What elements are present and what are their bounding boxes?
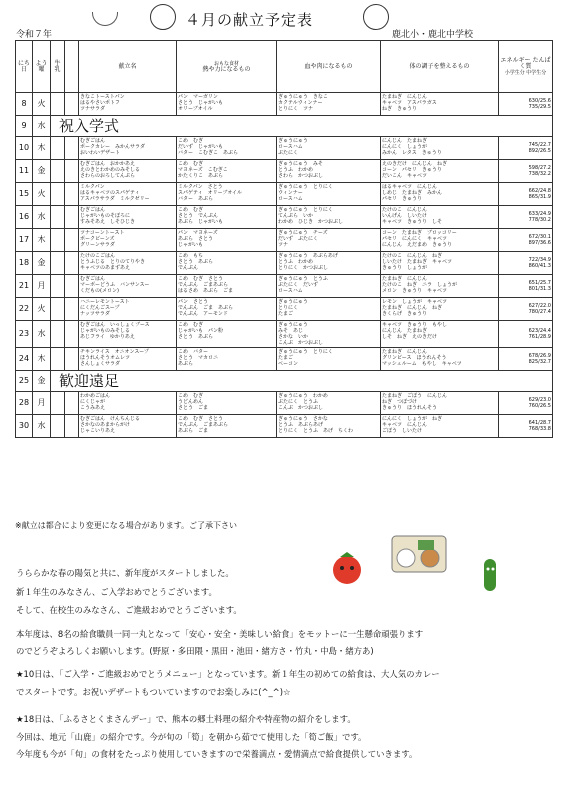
energy-cell: 662/24.8 865/31.9 xyxy=(499,183,553,206)
red-cell: こめ むぎ さとう でんぷん ごまあぶら あぶら ごま xyxy=(177,415,277,438)
yellow-cell: ぎゅうにゅう わかめ ぶたにく とうふ こんぶ かつおぶし xyxy=(277,392,381,415)
page-header xyxy=(0,0,565,40)
yellow-cell: ぎゅうにゅう とりにく ウィンナー ロースハム xyxy=(277,183,381,206)
milk-cell xyxy=(51,137,65,160)
energy-cell: 678/26.9 825/32.7 xyxy=(499,348,553,371)
cucumber-character-icon xyxy=(478,555,502,595)
red-cell: パン マーガリン さとう じゃがいも オリーブオイル xyxy=(177,93,277,116)
green-cell: たけのこ にんじん ねぎ しいたけ たまねぎ キャベツ きゅうり しょうが xyxy=(381,252,499,275)
spacer-cell xyxy=(65,93,79,116)
page-title: ４月の献立予定表 xyxy=(185,11,314,29)
green-cell: たけのこ にんじん いんげん しいたけ キャベツ きゅうり しそ xyxy=(381,206,499,229)
menu-cell: むぎごはん おかかあえ えのきとわかめのみそしる さわらのおろしてんぷら xyxy=(79,160,177,183)
dow-cell: 木 xyxy=(33,229,51,252)
col-spacer xyxy=(65,41,79,93)
red-cell: こめ むぎ さとう でんぷん ごまあぶら はるさめ あぶら ごま xyxy=(177,275,277,298)
menu-cell: むぎごはん けんちんじる さかなのあまからがけ じゃこいりあえ xyxy=(79,415,177,438)
energy-label: エネルギー たんぱく質 xyxy=(500,56,551,70)
yellow-cell: ぎゅうにゅう とりにく たまご xyxy=(277,298,381,321)
day-cell: 30 xyxy=(16,415,33,438)
event-cell: 祝入学式 xyxy=(51,116,553,137)
table-row xyxy=(16,116,553,137)
spacer-cell xyxy=(65,206,79,229)
milk-cell xyxy=(51,415,65,438)
dow-cell: 木 xyxy=(33,137,51,160)
table-row xyxy=(16,348,553,371)
table-row xyxy=(16,93,553,116)
dow-cell: 金 xyxy=(33,252,51,275)
red-cell: こめ むぎ じゃがいも パン粉 さとう あぶら xyxy=(177,321,277,348)
yellow-cell: ぎゅうにゅう とうふ ぶたにく だいず ロースハム xyxy=(277,275,381,298)
school-logo-icon xyxy=(363,4,389,30)
dow-cell: 金 xyxy=(33,371,51,392)
dow-cell: 水 xyxy=(33,206,51,229)
menu-cell: むぎごはん ポークカレー みかんサラダ おいわいデザート xyxy=(79,137,177,160)
spacer-cell xyxy=(65,298,79,321)
yellow-cell: ぎゅうにゅう チーズ だいず ぶたにく ツナ xyxy=(277,229,381,252)
spacer-cell xyxy=(65,137,79,160)
col-yellow: 血や肉になるもの xyxy=(277,41,381,93)
rice-bowl-icon xyxy=(92,12,118,26)
green-cell: にんにく しょうが ねぎ キャベツ にんじん ごぼう しいたけ xyxy=(381,415,499,438)
milk-cell xyxy=(51,183,65,206)
dow-cell: 金 xyxy=(33,160,51,183)
energy-sub: 小学生分 中学生分 xyxy=(504,69,547,76)
table-header-row xyxy=(16,41,553,93)
newsletter-line: ★18日は、「ふるさとくまさんデー」で、熊本の郷土料理の紹介や特産物の紹介をします。 xyxy=(16,714,356,724)
menu-cell: ハニーレモントースト にくだんごスープ ナッツサラダ xyxy=(79,298,177,321)
menu-cell: むぎごはん マーボーどうふ バンサンスー くだもの(メロン) xyxy=(79,275,177,298)
yellow-cell: ぎゅうにゅう あぶらあげ とうふ わかめ とりにく かつおぶし xyxy=(277,252,381,275)
green-cell: たまねぎ ごぼう にんじん ねぎ つぼづけ きゅうり ほうれんそう xyxy=(381,392,499,415)
red-cell: こめ むぎ うどんめん さとう ごま xyxy=(177,392,277,415)
energy-cell: 641/28.7 768/33.8 xyxy=(499,415,553,438)
milk-cell xyxy=(51,206,65,229)
spacer-cell xyxy=(65,252,79,275)
green-cell: キャベツ きゅうり もやし にんじん たまねぎ しそ ねぎ えのきだけ xyxy=(381,321,499,348)
energy-cell: 598/27.2 738/32.2 xyxy=(499,160,553,183)
green-cell: レモン しょうが キャベツ たまねぎ にんじん ねぎ きくらげ きゅうり xyxy=(381,298,499,321)
newsletter-line: のでどうぞよろしくお願いします。(野原・多田隈・黒田・池田・緒方さ・竹丸・中島・緒方あ) xyxy=(16,646,374,656)
newsletter-line: 本年度は、8名の給食職員一同一丸となって「安心・安全・美味しい給食」をモットーに一生懸命頑張ります xyxy=(16,629,424,639)
milk-cell xyxy=(51,348,65,371)
energy-cell: 623/24.4 761/28.9 xyxy=(499,321,553,348)
red-cell: パン マヨネーズ あぶら さとう じゃがいも xyxy=(177,229,277,252)
menu-cell: チキンライス オニオンスープ ほうれんそうオムレツ さんしょくサラダ xyxy=(79,348,177,371)
dow-cell: 月 xyxy=(33,275,51,298)
menu-cell: きなこトーストパン はるやさいポトフ ツナサラダ xyxy=(79,93,177,116)
red-cell: こめ むぎ さとう でんぷん あぶら じゃがいも xyxy=(177,206,277,229)
dow-cell: 水 xyxy=(33,321,51,348)
table-row xyxy=(16,160,553,183)
green-cell: えのきだけ にんじん ねぎ コーン パセリ きゅうり だいこん キャベツ xyxy=(381,160,499,183)
yellow-cell: ぎゅうにゅう みそ あじ さかな いか こんぶ かつおぶし xyxy=(277,321,381,348)
yellow-cell: ぎゅうにゅう みそ とうふ わかめ さわら かつおぶし xyxy=(277,160,381,183)
col-dow: よう曜 xyxy=(33,41,51,93)
milk-cell xyxy=(51,160,65,183)
table-row xyxy=(16,371,553,392)
green-cell: たまねぎ にんじん たけのこ ねぎ ニラ しょうが メロン きゅうり キャベツ xyxy=(381,275,499,298)
energy-cell: 633/24.9 778/30.2 xyxy=(499,206,553,229)
day-cell: 25 xyxy=(16,371,33,392)
day-cell: 15 xyxy=(16,183,33,206)
day-cell: 21 xyxy=(16,275,33,298)
change-note: ※献立は都合により変更になる場合があります。ご了承下さい xyxy=(15,521,238,530)
energy-cell: 745/22.7 892/26.5 xyxy=(499,137,553,160)
school-name: 鹿北小・鹿北中学校 xyxy=(392,30,474,40)
day-cell: 22 xyxy=(16,298,33,321)
day-cell: 23 xyxy=(16,321,33,348)
red-cell: ミルクパン さとう スパゲティ オリーブオイル バター あぶら xyxy=(177,183,277,206)
table-row xyxy=(16,137,553,160)
day-cell: 9 xyxy=(16,116,33,137)
yellow-cell: ぎゅうにゅう ロースハム ぶたにく xyxy=(277,137,381,160)
energy-cell: 722/34.9 860/41.3 xyxy=(499,252,553,275)
yellow-cell: ぎゅうにゅう きなこ カクテルウィンナー とりにく ツナ xyxy=(277,93,381,116)
energy-cell: 672/30.1 897/36.6 xyxy=(499,229,553,252)
day-cell: 24 xyxy=(16,348,33,371)
dow-cell: 木 xyxy=(33,348,51,371)
newsletter-line: 今年度も今が「旬」の食材をたっぷり使用していきますので栄養満点・愛情満点で給食提供していきます。 xyxy=(16,749,418,759)
green-cell: たまねぎ にんじん グリンピース ほうれんそう マッシュルーム もやし キャベツ xyxy=(381,348,499,371)
col-milk: 牛乳 xyxy=(51,41,65,93)
newsletter-line: でスタートです。お祝いデザートもついていますのでお楽しみに(^_^)☆ xyxy=(16,687,291,697)
red-cell: こめ バター さとう マカロニ あぶら xyxy=(177,348,277,371)
day-cell: 8 xyxy=(16,93,33,116)
menu-cell: ミルクパン はるキャベツのスパゲティ アスパラサラダ ミルクゼリー xyxy=(79,183,177,206)
milk-cell xyxy=(51,321,65,348)
spacer-cell xyxy=(65,229,79,252)
spacer-cell xyxy=(65,348,79,371)
col-energy xyxy=(499,41,553,93)
lunch-tray-icon xyxy=(390,528,450,578)
spacer-cell xyxy=(65,415,79,438)
yellow-cell: ぎゅうにゅう さかな とうふ あぶらあげ とりにく とうふ あげ ちくわ xyxy=(277,415,381,438)
groups-title: おもな食材 xyxy=(213,60,239,67)
green-cell: にんじん たまねぎ にんにく しょうが みかん レタス きゅうり xyxy=(381,137,499,160)
col-red xyxy=(177,41,277,93)
school-logo-icon xyxy=(150,4,176,30)
menu-cell: むぎごはん じゃがいものそぼろに すみそあえ しそひじき xyxy=(79,206,177,229)
menu-cell: わかめごはん にくじゃが こうみあえ xyxy=(79,392,177,415)
day-cell: 18 xyxy=(16,252,33,275)
spacer-cell xyxy=(65,183,79,206)
red-cell: こめ むぎ だいず じゃがいも バター こむぎこ あぶら xyxy=(177,137,277,160)
day-cell: 28 xyxy=(16,392,33,415)
newsletter-line: うららかな春の陽気と共に、新年度がスタートしました。 xyxy=(16,568,234,578)
yellow-cell: ぎゅうにゅう とりにく たまご ベーコン xyxy=(277,348,381,371)
era-year: 令和７年 xyxy=(16,30,53,40)
energy-cell: 651/25.7 801/31.3 xyxy=(499,275,553,298)
menu-cell: むぎごはん いっしょくブース じゃがいものみそしる あじフライ ゆかりあえ xyxy=(79,321,177,348)
red-cell: こめ むぎ マヨネーズ こむぎこ かたくりこ あぶら xyxy=(177,160,277,183)
table-row xyxy=(16,229,553,252)
event-cell: 歓迎遠足 xyxy=(51,371,553,392)
table-row xyxy=(16,415,553,438)
spacer-cell xyxy=(65,392,79,415)
day-cell: 10 xyxy=(16,137,33,160)
table-row xyxy=(16,183,553,206)
spacer-cell xyxy=(65,275,79,298)
yellow-cell: ぎゅうにゅう とりにく てんぷら いか わかめ ひじき かつおぶし xyxy=(277,206,381,229)
spacer-cell xyxy=(65,321,79,348)
day-cell: 17 xyxy=(16,229,33,252)
green-cell: コーン たまねぎ ブロッコリー パセリ にんにく キャベツ にんじん えだまめ きゅうり xyxy=(381,229,499,252)
milk-cell xyxy=(51,229,65,252)
dow-cell: 水 xyxy=(33,116,51,137)
menu-table xyxy=(15,40,553,438)
red-cell: こめ もち さとう あぶら でんぷん xyxy=(177,252,277,275)
newsletter-line: ★10日は、「ご入学・ご進級おめでとうメニュー」となっています。新１年生の初めての給食は、大人気のカレー xyxy=(16,669,440,679)
milk-cell xyxy=(51,93,65,116)
milk-cell xyxy=(51,275,65,298)
table-row xyxy=(16,298,553,321)
day-cell: 11 xyxy=(16,160,33,183)
day-cell: 16 xyxy=(16,206,33,229)
menu-cell: ツナコーントースト ポークビーンズ グリーンサラダ xyxy=(79,229,177,252)
energy-cell: 630/25.6 735/29.5 xyxy=(499,93,553,116)
newsletter-line: そして、在校生のみなさん、ご進級おめでとうございます。 xyxy=(16,605,242,615)
table-row xyxy=(16,275,553,298)
red-label: 熱や力になるもの xyxy=(202,65,251,73)
milk-cell xyxy=(51,252,65,275)
spacer-cell xyxy=(65,160,79,183)
green-cell: たまねぎ にんじん キャベツ アスパラガス ねぎ きゅうり xyxy=(381,93,499,116)
dow-cell: 水 xyxy=(33,415,51,438)
col-menu: 献立名 xyxy=(79,41,177,93)
table-row xyxy=(16,321,553,348)
milk-cell xyxy=(51,392,65,415)
newsletter-line: 新１年生のみなさん、ご入学おめでとうございます。 xyxy=(16,587,217,597)
table-row xyxy=(16,252,553,275)
dow-cell: 火 xyxy=(33,183,51,206)
milk-cell xyxy=(51,298,65,321)
menu-cell: たけのこごはん とうふじる とりのてりやき キャベツのあまずあえ xyxy=(79,252,177,275)
col-green: 体の調子を整えるもの xyxy=(381,41,499,93)
table-row xyxy=(16,392,553,415)
table-row xyxy=(16,206,553,229)
tomato-character-icon xyxy=(330,548,364,592)
dow-cell: 火 xyxy=(33,93,51,116)
col-day: にち日 xyxy=(16,41,33,93)
green-cell: はるキャベツ にんじん しめじ たまねぎ みかん パセリ きゅうり xyxy=(381,183,499,206)
energy-cell: 627/22.0 780/27.4 xyxy=(499,298,553,321)
newsletter-line: 今回は、地元「山鹿」の紹介です。今が旬の「筍」を朝から茹でて使用した「筍ご飯」です。 xyxy=(16,732,367,742)
dow-cell: 火 xyxy=(33,298,51,321)
red-cell: パン さとう でんぷん ごま あぶら でんぷん アーモンド xyxy=(177,298,277,321)
dow-cell: 月 xyxy=(33,392,51,415)
energy-cell: 629/23.0 760/26.5 xyxy=(499,392,553,415)
